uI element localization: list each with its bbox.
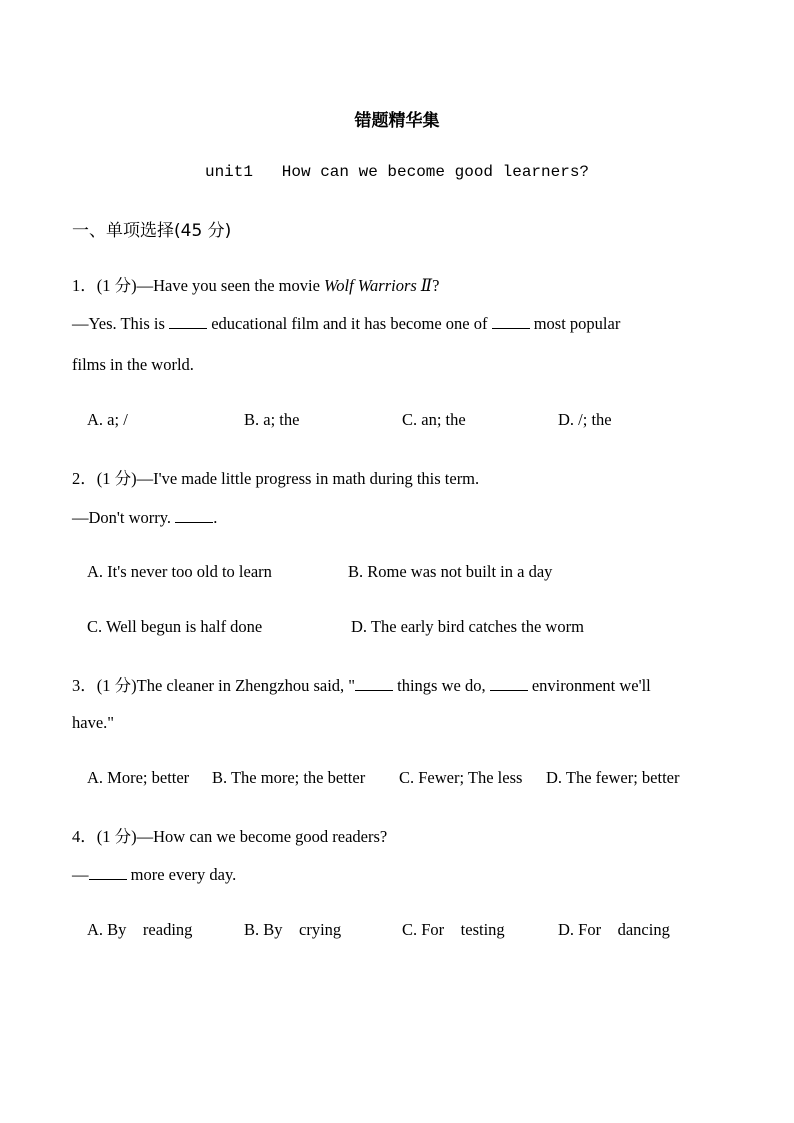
question-2-option-c: C. Well begun is half done	[87, 617, 263, 636]
question-4-text-a: —	[72, 865, 89, 884]
question-1-line-3: films in the world.	[72, 355, 194, 374]
question-1-stem	[72, 272, 439, 296]
question-4-option-c: C. For testing	[402, 920, 505, 939]
question-1-option-d: D. /; the	[558, 410, 612, 429]
question-3-stem	[72, 672, 651, 696]
question-3-option-a: A. More; better	[87, 768, 190, 787]
question-1-option-a: A. a; /	[87, 410, 128, 429]
question-3-option-c: C. Fewer; The less	[399, 768, 523, 787]
answer-blank	[490, 678, 528, 691]
question-2-text-b: .	[213, 508, 218, 527]
question-3-text-c: environment we'll	[527, 676, 651, 695]
question-1-line-2	[72, 314, 620, 334]
question-4-option-d: D. For dancing	[558, 920, 670, 939]
question-1-text-a: —Yes. This is	[72, 314, 170, 333]
question-1-prefix: 1．(1 分)—Have you seen the movie	[72, 276, 325, 295]
answer-blank	[89, 867, 127, 880]
question-1-text-c: most popular	[529, 314, 621, 333]
answer-blank	[175, 510, 213, 523]
question-4-line-2	[72, 865, 236, 885]
question-2-option-d: D. The early bird catches the worm	[351, 617, 584, 636]
question-4-option-b: B. By crying	[244, 920, 342, 939]
question-2-option-a: A. It's never too old to learn	[87, 562, 272, 581]
question-3-option-b: B. The more; the better	[212, 768, 366, 787]
question-3-line-2: have."	[72, 713, 115, 732]
question-3-text-a: 3．(1 分)The cleaner in Zhengzhou said, "	[72, 676, 356, 695]
question-4-option-a: A. By reading	[87, 920, 193, 939]
document-title: 错题精华集	[354, 111, 440, 131]
question-2-option-b: B. Rome was not built in a day	[348, 562, 553, 581]
answer-blank	[492, 316, 530, 329]
question-1-movie-title: Wolf Warriors Ⅱ	[324, 276, 433, 295]
unit-title: unit1 How can we become good learners?	[204, 163, 590, 181]
question-1-option-c: C. an; the	[402, 410, 466, 429]
question-2-text-a: —Don't worry.	[72, 508, 176, 527]
question-1-text-b: educational film and it has become one of	[207, 314, 492, 333]
question-2-line-2	[72, 508, 217, 528]
answer-blank	[169, 316, 207, 329]
question-1-suffix: ?	[432, 276, 440, 295]
question-3-option-d: D. The fewer; better	[546, 768, 680, 787]
question-4-text-b: more every day.	[126, 865, 237, 884]
question-3-text-b: things we do,	[393, 676, 490, 695]
question-2-stem: 2．(1 分)—I've made little progress in math during this term.	[72, 469, 480, 488]
section-title: 一、单项选择(45 分)	[72, 221, 232, 241]
question-4-stem: 4．(1 分)—How can we become good readers?	[72, 827, 388, 846]
question-1-option-b: B. a; the	[244, 410, 300, 429]
answer-blank	[355, 678, 393, 691]
